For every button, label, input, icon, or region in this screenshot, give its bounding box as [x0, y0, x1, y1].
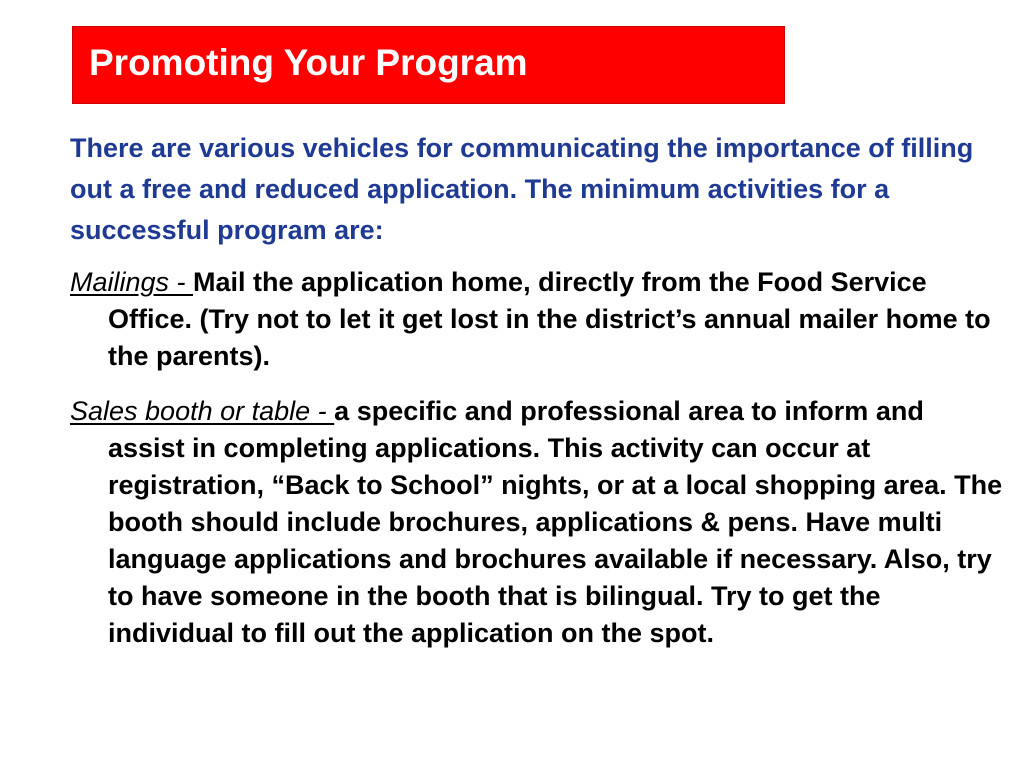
item-lead-mailings: Mailings -	[70, 267, 194, 297]
page-title: Promoting Your Program	[89, 42, 528, 83]
list-item-sales-booth	[70, 393, 1005, 652]
intro-paragraph: There are various vehicles for communicating the importance of filling out a free and reduced application. The minimum activities for a successful program are:	[70, 133, 974, 245]
item-text-mailings: Mail the application home, directly from the Food Service Office. (Try not to let it get lost in the district’s annual mailer home to the parents).	[108, 267, 991, 371]
item-lead-sales-booth: Sales booth or table -	[70, 396, 335, 426]
item-text-sales-booth: a specific and professional area to inform and assist in completing applications. This activity can occur at registration, “Back to School” nights, or at a local shopping area. The booth should include brochures, applications & pens. Have multi language applications and brochures available if necessary. Also, try to have someone in the booth that is bilingual. Try to get the individual to fill out the application on the spot.	[108, 396, 1003, 648]
list-item-mailings	[70, 264, 1005, 375]
title-banner	[72, 26, 785, 104]
